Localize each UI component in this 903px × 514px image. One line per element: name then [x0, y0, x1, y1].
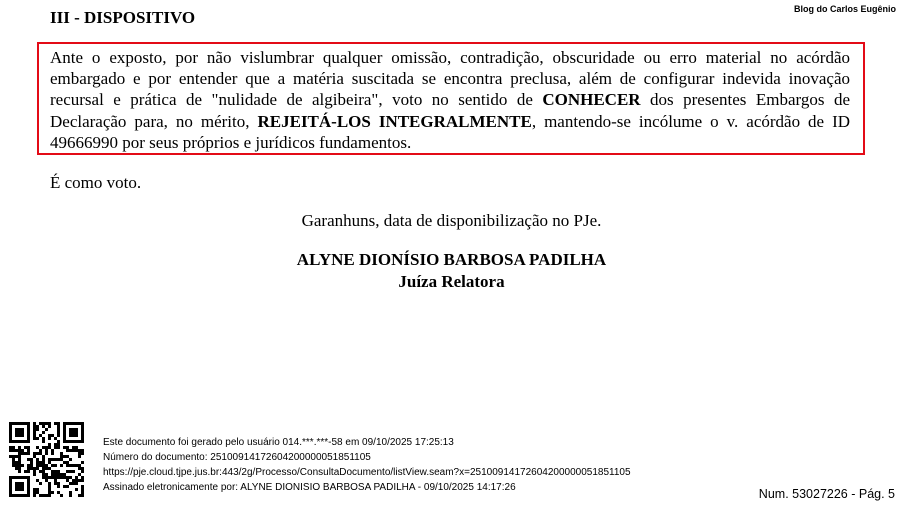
paragraph-bold-rejeita: REJEITÁ-LOS INTEGRALMENTE — [257, 111, 532, 131]
paragraph-bold-conhecer: CONHECER — [542, 90, 641, 110]
dispositivo-paragraph — [50, 47, 850, 153]
signer-role: Juíza Relatora — [398, 272, 505, 291]
paragraph-text-2: dos presentes Embargos de Declaração para, no mérito, — [50, 90, 850, 131]
paragraph-text-1: Ante o exposto, por não vislumbrar qualquer omissão, contradição, obscuridade ou erro material no acórdão embargado e por entender que a matéria suscitada se encontra preclusa, além de configurar indevida inovação recursal e prática de "nulidade de algibeira", voto no sentido de — [50, 48, 850, 110]
footer-signature-line: Assinado eletronicamente por: ALYNE DIONISIO BARBOSA PADILHA - 09/10/2025 14:17:26 — [103, 482, 516, 493]
footer-generated-line: Este documento foi gerado pelo usuário 014.***.***-58 em 09/10/2025 17:25:13 — [103, 437, 454, 448]
paragraph-text-3: , mantendo-se incólume o v. acórdão de ID 49666990 por seus próprios e jurídicos fundamentos. — [50, 111, 851, 152]
qr-code-icon — [9, 422, 84, 497]
blog-watermark: Blog do Carlos Eugênio — [793, 4, 896, 14]
document-footer — [103, 435, 631, 495]
voto-text: É como voto. — [50, 173, 142, 192]
page-number: Num. 53027226 - Pág. 5 — [758, 487, 895, 501]
local-data-text: Garanhuns, data de disponibilização no PJe. — [301, 211, 602, 230]
footer-url: https://pje.cloud.tjpe.jus.br:443/2g/Processo/ConsultaDocumento/listView.seam?x=25100914172604200000051851105 — [103, 467, 631, 478]
footer-document-number: Número do documento: 25100914172604200000051851105 — [103, 452, 371, 463]
section-title: III - DISPOSITIVO — [50, 8, 196, 27]
signer-name: ALYNE DIONÍSIO BARBOSA PADILHA — [296, 250, 607, 269]
